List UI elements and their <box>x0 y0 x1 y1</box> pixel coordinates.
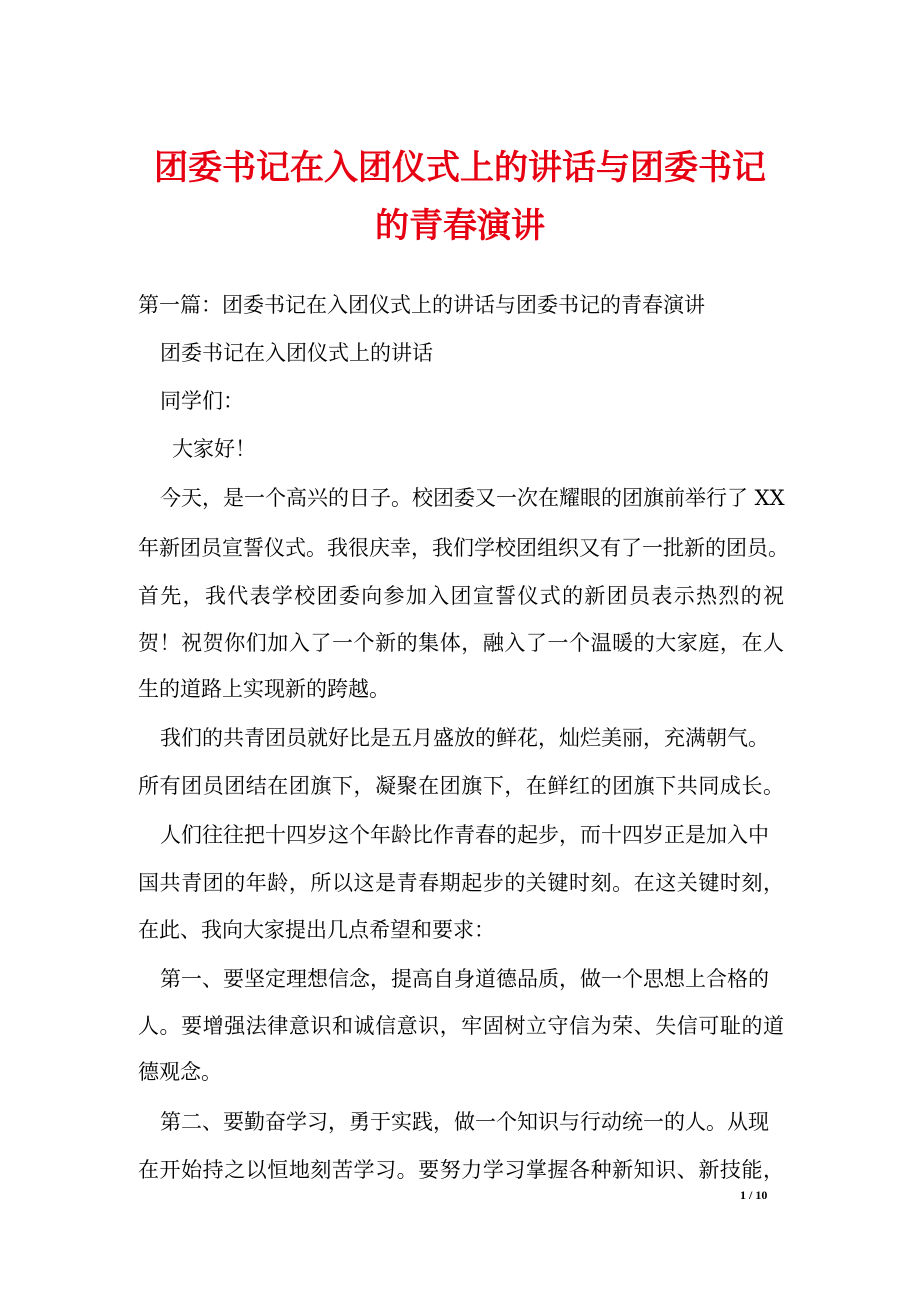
salutation: 同学们： <box>160 389 244 413</box>
paragraph-line: 第一、要坚定理想信念，提高自身道德品质，做一个思想上合格的 <box>160 967 769 991</box>
greeting: 大家好！ <box>172 437 256 461</box>
paragraph-line: 年新团员宣誓仪式。我很庆幸，我们学校团组织又有了一批新的团员。 <box>138 536 789 560</box>
page-number: 1 / 10 <box>740 1188 768 1202</box>
paragraph-line: 所有团员团结在团旗下，凝聚在团旗下，在鲜红的团旗下共同成长。 <box>138 774 784 798</box>
speech-subtitle: 团委书记在入团仪式上的讲话 <box>160 341 433 365</box>
paragraph-line: 首先，我代表学校团委向参加入团宣誓仪式的新团员表示热烈的祝 <box>138 584 784 608</box>
paragraph-line: 贺！祝贺你们加入了一个新的集体，融入了一个温暖的大家庭，在人 <box>138 631 784 655</box>
paragraph-line: 第二、要勤奋学习，勇于实践，做一个知识与行动统一的人。从现 <box>160 1110 769 1134</box>
paragraph-line: 生的道路上实现新的跨越。 <box>138 677 390 701</box>
paragraph-line: 德观念。 <box>138 1060 222 1084</box>
paragraph-line: 人们往往把十四岁这个年龄比作青春的起步，而十四岁正是加入中 <box>160 823 769 847</box>
paragraph-line: 国共青团的年龄，所以这是青春期起步的关键时刻。在这关键时刻， <box>138 871 784 895</box>
chapter-heading: 第一篇：团委书记在入团仪式上的讲话与团委书记的青春演讲 <box>138 293 705 317</box>
paragraph-line: 我们的共青团员就好比是五月盛放的鲜花，灿烂美丽，充满朝气。 <box>160 726 769 750</box>
paragraph-line: 今天，是一个高兴的日子。校团委又一次在耀眼的团旗前举行了 XX <box>160 486 785 510</box>
paragraph-line: 在此、我向大家提出几点希望和要求： <box>138 918 495 942</box>
paragraph-line: 人。要增强法律意识和诚信意识，牢固树立守信为荣、失信可耻的道 <box>138 1014 784 1038</box>
paragraph-line: 在开始持之以恒地刻苦学习。要努力学习掌握各种新知识、新技能， <box>138 1158 784 1182</box>
document-title-line-1: 团委书记在入团仪式上的讲话与团委书记 <box>154 148 766 188</box>
document-title-line-2: 的青春演讲 <box>375 206 545 246</box>
